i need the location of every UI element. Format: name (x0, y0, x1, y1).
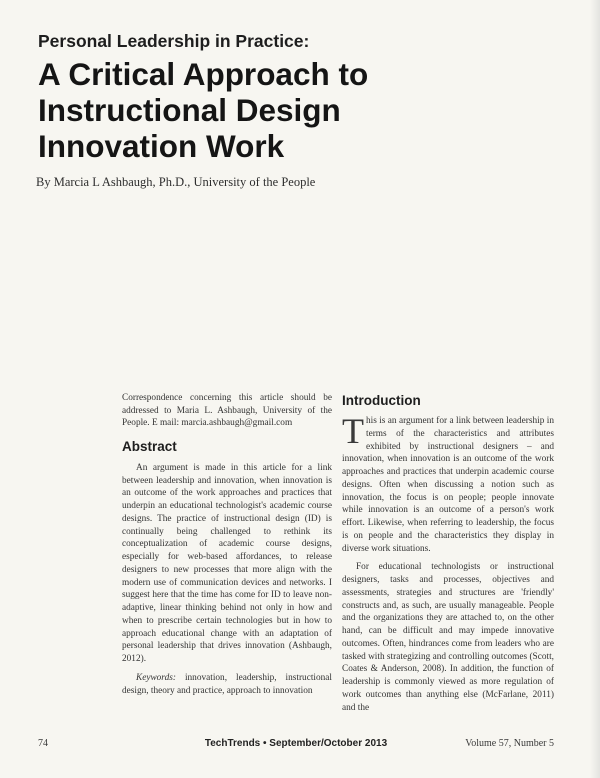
title-line: Instructional Design (38, 92, 341, 128)
title-line: Innovation Work (38, 128, 285, 164)
author-byline: By Marcia L Ashbaugh, Ph.D., University of the People (36, 175, 316, 189)
keywords-list: innovation, leadership, instructional design, theory and practice, approach to innovation (122, 672, 332, 696)
keywords-label: Keywords: (136, 672, 176, 683)
drop-cap: T (342, 411, 364, 451)
journal-issue: TechTrends • September/October 2013 (204, 738, 388, 749)
page-footer (38, 738, 554, 752)
keywords-paragraph (122, 672, 332, 698)
article-title (38, 56, 578, 164)
article-kicker: Personal Leadership in Practice: (38, 31, 310, 51)
introduction-paragraph-1 (342, 411, 554, 555)
page-number: 74 (38, 738, 48, 749)
title-line: A Critical Approach to (38, 56, 369, 92)
abstract-heading: Abstract (122, 438, 177, 454)
introduction-heading: Introduction (342, 393, 421, 408)
left-column (122, 392, 332, 697)
volume-number: Volume 57, Number 5 (465, 738, 554, 749)
correspondence-note: Correspondence concerning this article should be addressed to Maria L. Ashbaugh, University of the People. E mail: marcia.ashbaugh@gmail.com (122, 393, 332, 429)
abstract-text: An argument is made in this article for a link between leadership and innovation, when innovation is an outcome of the work approaches and practices that underpin an educational technologist's academic course designs. The practice of instructional design (ID) is continually being challenged to rethink its conceptualization of academic course designs, especially for web-based affordances, to release designers to new processes that more align with the modern use of communication devices and networks. I suggest here that the time has come for ID to leave non-adaptive, linear thinking behind not only in how and when to prescribe certain technologies but in how to approach educational change with an adaptation of personal leadership that drives innovation (Ashbaugh, 2012). (122, 462, 332, 665)
right-column (342, 393, 554, 714)
introduction-paragraph-1-text: his is an argument for a link between leadership in terms of the characteristics and attributes exhibited by instructional designers – and innovation, when innovation is an outcome of the work approaches and practices that underpin academic course designs. Often when discussing a notion such as innovation, the focus is on people; people innovate while innovation is an outcome of a person's work effort. Likewise, when referring to leadership, the focus is on people and the characteristics they display in diverse work situations. (342, 416, 554, 554)
scan-edge-shadow (590, 0, 600, 778)
introduction-paragraph-2: For educational technologists or instructional designers, tasks and processes, objectives and assessments, strategies and structures are 'friendly' constructs and, as such, are usually manageable. People and the organizations they are attached to, on the other hand, can be difficult and may impede innovative outcomes. Often, hindrances come from leaders who are tasked with strategizing and controlling outcomes (Scott, Coates & Anderson, 2008). In addition, the function of leadership is commonly viewed as more regulation of work outcomes than anything else (McFarlane, 2011) and the (342, 562, 554, 713)
